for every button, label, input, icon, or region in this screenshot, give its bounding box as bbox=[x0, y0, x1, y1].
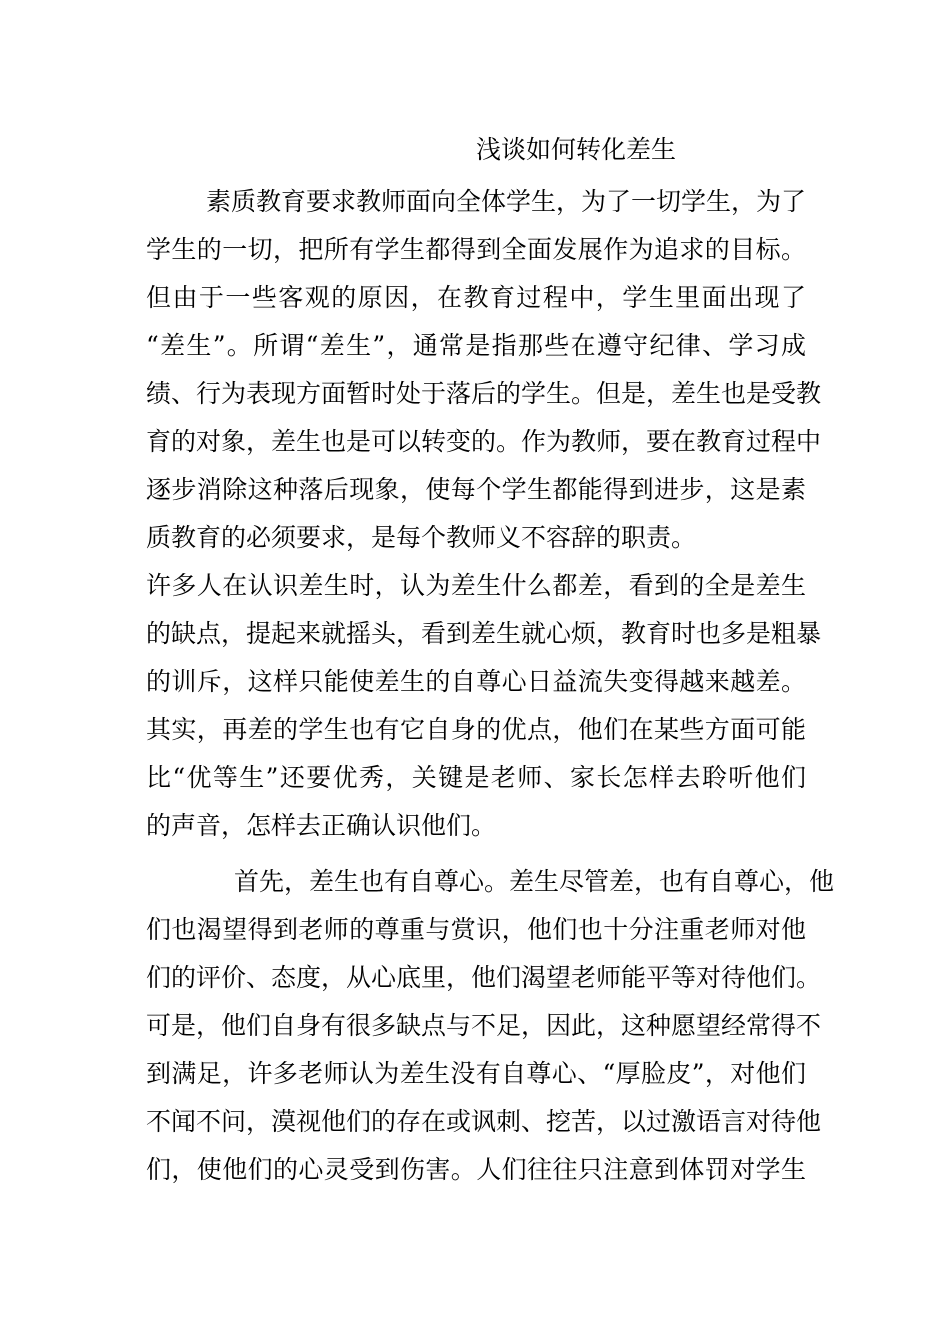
paragraph-1-line-5: 绩、行为表现方面暂时处于落后的学生。但是，差生也是受教 bbox=[146, 379, 822, 408]
paragraph-3-line-7: 们，使他们的心灵受到伤害。人们往往只注意到体罚对学生 bbox=[146, 1155, 806, 1184]
paragraph-2-line-5: 比“优等生”还要优秀，关键是老师、家长怎样去聆听他们 bbox=[146, 763, 806, 792]
paragraph-2-line-6: 的声音，怎样去正确认识他们。 bbox=[146, 811, 497, 840]
paragraph-3-line-1: 首先，差生也有自尊心。差生尽管差，也有自尊心，他 bbox=[234, 867, 835, 896]
paragraph-3-line-4: 可是，他们自身有很多缺点与不足，因此，这种愿望经常得不 bbox=[146, 1011, 822, 1040]
paragraph-2-line-3: 的训斥，这样只能使差生的自尊心日益流失变得越来越差。 bbox=[146, 667, 806, 696]
paragraph-1-line-4: “差生”。所谓“差生”，通常是指那些在遵守纪律、学习成 bbox=[146, 331, 806, 360]
document-title: 浅谈如何转化差生 bbox=[476, 135, 677, 164]
paragraph-3-line-3: 们的评价、态度，从心底里，他们渴望老师能平等对待他们。 bbox=[146, 963, 822, 992]
paragraph-2-line-1: 许多人在认识差生时，认为差生什么都差，看到的全是差生 bbox=[146, 571, 806, 600]
paragraph-1-line-1: 素质教育要求教师面向全体学生，为了一切学生，为了 bbox=[206, 187, 807, 216]
paragraph-3-line-2: 们也渴望得到老师的尊重与赏识，他们也十分注重老师对他 bbox=[146, 915, 806, 944]
paragraph-2-line-2: 的缺点，提起来就摇头，看到差生就心烦，教育时也多是粗暴 bbox=[146, 619, 822, 648]
paragraph-1-line-3: 但由于一些客观的原因，在教育过程中，学生里面出现了 bbox=[146, 283, 806, 312]
paragraph-2-line-4: 其实，再差的学生也有它自身的优点，他们在某些方面可能 bbox=[146, 715, 806, 744]
paragraph-1-line-7: 逐步消除这种落后现象，使每个学生都能得到进步，这是素 bbox=[146, 475, 806, 504]
paragraph-3-line-5: 到满足，许多老师认为差生没有自尊心、“厚脸皮”，对他们 bbox=[146, 1059, 806, 1088]
paragraph-1-line-8: 质教育的必须要求，是每个教师义不容辞的职责。 bbox=[146, 523, 697, 552]
paragraph-1-line-2: 学生的一切，把所有学生都得到全面发展作为追求的目标。 bbox=[146, 235, 806, 264]
paragraph-3-line-6: 不闻不问，漠视他们的存在或讽刺、挖苦，以过激语言对待他 bbox=[146, 1107, 822, 1136]
paragraph-1-line-6: 育的对象，差生也是可以转变的。作为教师，要在教育过程中 bbox=[146, 427, 822, 456]
